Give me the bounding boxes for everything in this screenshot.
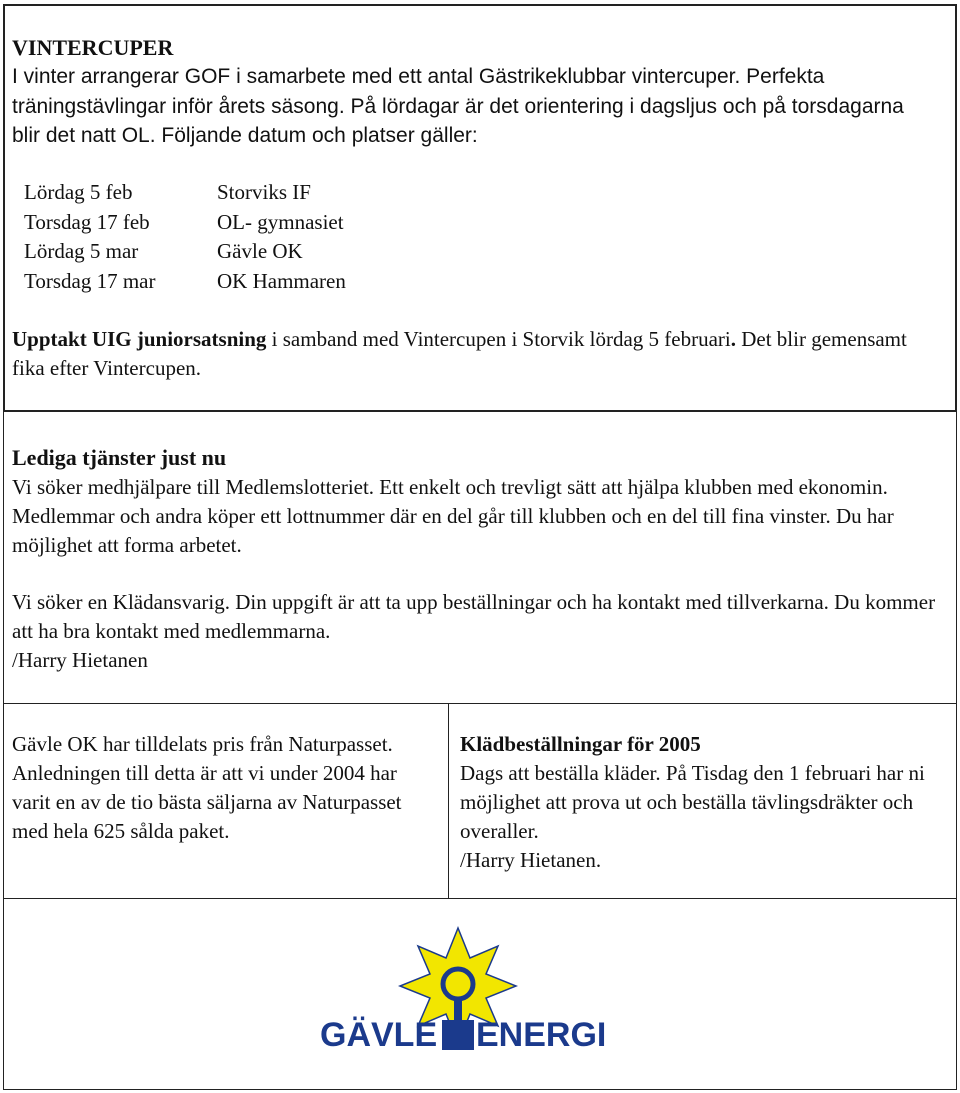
upptakt-text: i samband med Vintercupen i Storvik lördag 5 februari	[266, 327, 731, 351]
lediga-kladansvarig-text: Vi söker en Klädansvarig. Din uppgift är att ta upp beställningar och ha kontakt med tillverkarna. Du kommer att ha bra kontakt med medlemmarna.	[12, 590, 936, 643]
schedule-date: Torsdag 17 feb	[24, 209, 150, 234]
kladbestallningar-signature: /Harry Hietanen.	[460, 848, 602, 872]
schedule-row	[24, 267, 346, 297]
upptakt-end: Det blir gemensamt fika efter Vintercupen.	[12, 327, 907, 380]
schedule-row	[24, 237, 346, 267]
schedule-place: OK Hammaren	[217, 268, 346, 293]
gavle-energi-logo	[308, 924, 648, 1064]
naturpasset-text: Gävle OK har tilldelats pris från Naturpasset. Anledningen till detta är att vi under 2004 har varit en av de tio bästa säljarna av Naturpasset med hela 625 sålda paket.	[12, 732, 402, 843]
logo-text-energi: ENERGI	[476, 1016, 607, 1054]
keyhole-base	[442, 1020, 474, 1050]
gavle-energi-logo-graphic	[308, 924, 648, 1064]
upptakt-heading: Upptakt UIG juniorsatsning	[12, 327, 267, 351]
upptakt-paragraph	[12, 325, 942, 383]
schedule-place: OL- gymnasiet	[217, 209, 344, 234]
schedule-place: Storviks IF	[217, 180, 311, 204]
kladbestallningar-title: Klädbeställningar för 2005	[460, 732, 701, 756]
schedule-date: Lördag 5 mar	[24, 239, 139, 263]
schedule-list	[24, 178, 346, 296]
schedule-date: Lördag 5 feb	[24, 180, 133, 204]
kladbestallningar-text: Dags att beställa kläder. På Tisdag den 1 februari har ni möjlighet att prova ut och beställa tävlingsdräkter och overaller.	[460, 761, 925, 843]
vintercuper-title: VINTERCUPER	[12, 35, 174, 60]
schedule-place: Gävle OK	[217, 239, 303, 263]
logo-text-gavle: GÄVLE	[320, 1016, 438, 1054]
schedule-date: Torsdag 17 mar	[24, 268, 156, 293]
schedule-row	[24, 208, 346, 238]
vintercuper-intro: I vinter arrangerar GOF i samarbete med ett antal Gästrikeklubbar vintercuper. Perfekta träningstävlingar inför årets säsong. På lördagar är det orientering i dagsljus och på torsdagarna blir det natt OL. Följande datum och platser gäller:	[12, 65, 904, 147]
schedule-row	[24, 178, 346, 208]
kladbestallningar-body	[460, 759, 940, 875]
lediga-title: Lediga tjänster just nu	[12, 445, 227, 470]
lediga-paragraph-lotteri: Vi söker medhjälpare till Medlemslotteriet. Ett enkelt och trevligt sätt att hjälpa klubben med ekonomin. Medlemmar och andra köper ett lottnummer där en del går till klubben och en del till fina vinster. Du har möjlighet att forma arbetet.	[12, 475, 894, 557]
lediga-paragraph-kladansvarig	[12, 588, 942, 675]
lediga-signature: /Harry Hietanen	[12, 648, 148, 672]
upptakt-dot: .	[730, 327, 736, 351]
